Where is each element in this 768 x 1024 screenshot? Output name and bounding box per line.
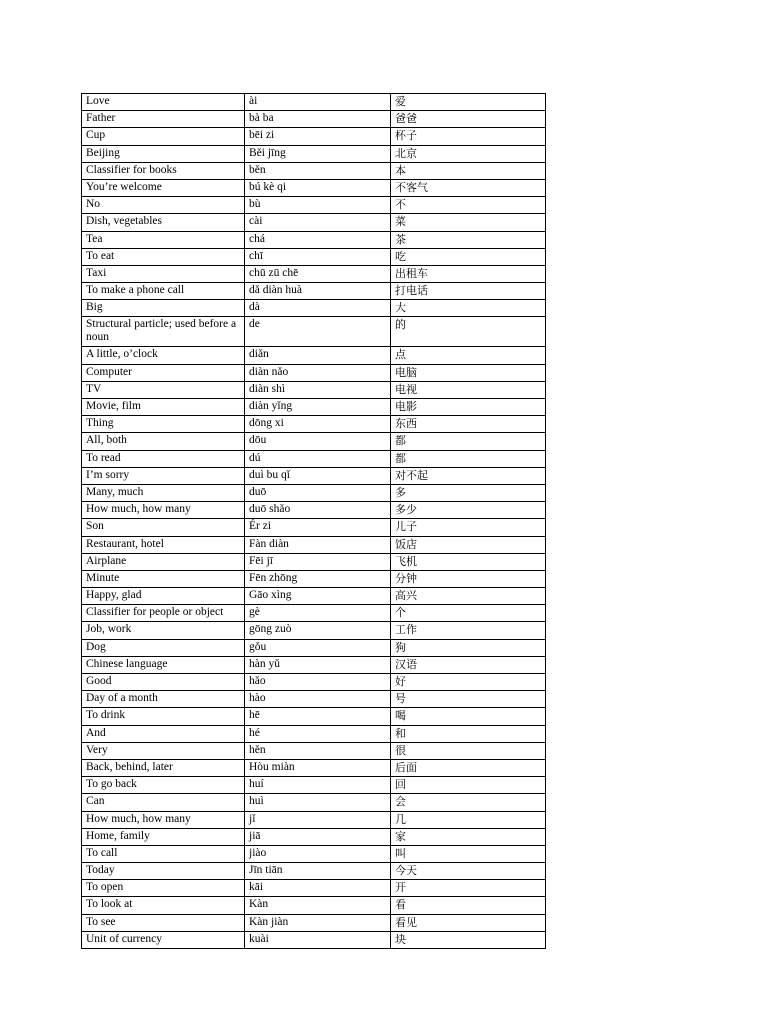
table-row [82,231,546,248]
english-cell: Movie, film [82,399,245,416]
english-cell: Unit of currency [82,931,245,948]
table-row [82,364,546,381]
table-row [82,845,546,862]
table-row [82,570,546,587]
pinyin-cell: diàn yǐng [245,399,391,416]
hanzi-cell: 和 [391,725,546,742]
table-row [82,691,546,708]
table-row [82,777,546,794]
pinyin-cell: bù [245,197,391,214]
pinyin-cell: jiā [245,828,391,845]
english-cell: Day of a month [82,691,245,708]
english-cell: To open [82,880,245,897]
hanzi-cell: 很 [391,742,546,759]
pinyin-cell: dōng xi [245,416,391,433]
english-cell: All, both [82,433,245,450]
english-cell: Father [82,111,245,128]
table-row [82,639,546,656]
english-cell: To eat [82,248,245,265]
pinyin-cell: Běi jīng [245,145,391,162]
hanzi-cell: 看 [391,897,546,914]
pinyin-cell: Jīn tiān [245,863,391,880]
english-cell: A little, o’clock [82,347,245,364]
hanzi-cell: 开 [391,880,546,897]
hanzi-cell: 飞机 [391,553,546,570]
english-cell: Son [82,519,245,536]
table-row [82,536,546,553]
pinyin-cell: hé [245,725,391,742]
table-row [82,759,546,776]
english-cell: Job, work [82,622,245,639]
table-row [82,317,546,347]
hanzi-cell: 北京 [391,145,546,162]
table-row [82,897,546,914]
hanzi-cell: 分钟 [391,570,546,587]
pinyin-cell: Fàn diàn [245,536,391,553]
english-cell: Tea [82,231,245,248]
pinyin-cell: bēi zi [245,128,391,145]
table-row [82,197,546,214]
english-cell: How much, how many [82,502,245,519]
hanzi-cell: 今天 [391,863,546,880]
hanzi-cell: 大 [391,300,546,317]
hanzi-cell: 叫 [391,845,546,862]
english-cell: Happy, glad [82,588,245,605]
pinyin-cell: gǒu [245,639,391,656]
hanzi-cell: 出租车 [391,265,546,282]
table-row [82,214,546,231]
pinyin-cell: dà [245,300,391,317]
english-cell: To call [82,845,245,862]
table-row [82,347,546,364]
table-row [82,674,546,691]
pinyin-cell: dōu [245,433,391,450]
pinyin-cell: chī [245,248,391,265]
hanzi-cell: 高兴 [391,588,546,605]
hanzi-cell: 不客气 [391,179,546,196]
pinyin-cell: bà ba [245,111,391,128]
table-row [82,622,546,639]
table-row [82,433,546,450]
english-cell: To look at [82,897,245,914]
table-row [82,502,546,519]
hanzi-cell: 多 [391,484,546,501]
hanzi-cell: 对不起 [391,467,546,484]
table-row [82,880,546,897]
pinyin-cell: Hòu miàn [245,759,391,776]
hanzi-cell: 茶 [391,231,546,248]
hanzi-cell: 电脑 [391,364,546,381]
english-cell: Dish, vegetables [82,214,245,231]
hanzi-cell: 本 [391,162,546,179]
pinyin-cell: hǎo [245,674,391,691]
english-cell: Restaurant, hotel [82,536,245,553]
table-row [82,450,546,467]
english-cell: Airplane [82,553,245,570]
hanzi-cell: 爱 [391,94,546,111]
hanzi-cell: 吃 [391,248,546,265]
pinyin-cell: hàn yǔ [245,656,391,673]
pinyin-cell: duì bu qǐ [245,467,391,484]
pinyin-cell: huí [245,777,391,794]
table-row [82,794,546,811]
pinyin-cell: dǎ diàn huà [245,283,391,300]
hanzi-cell: 爸爸 [391,111,546,128]
pinyin-cell: chū zū chē [245,265,391,282]
table-row [82,742,546,759]
hanzi-cell: 好 [391,674,546,691]
pinyin-cell: hěn [245,742,391,759]
pinyin-cell: hào [245,691,391,708]
table-row [82,111,546,128]
table-row [82,725,546,742]
english-cell: Dog [82,639,245,656]
table-row [82,656,546,673]
hanzi-cell: 东西 [391,416,546,433]
table-row [82,863,546,880]
pinyin-cell: Fēi jī [245,553,391,570]
hanzi-cell: 喝 [391,708,546,725]
english-cell: No [82,197,245,214]
english-cell: Big [82,300,245,317]
english-cell: You’re welcome [82,179,245,196]
english-cell: To go back [82,777,245,794]
pinyin-cell: Fēn zhōng [245,570,391,587]
table-row [82,248,546,265]
table-row [82,399,546,416]
hanzi-cell: 狗 [391,639,546,656]
hanzi-cell: 电影 [391,399,546,416]
hanzi-cell: 个 [391,605,546,622]
hanzi-cell: 号 [391,691,546,708]
hanzi-cell: 饭店 [391,536,546,553]
hanzi-cell: 家 [391,828,546,845]
english-cell: How much, how many [82,811,245,828]
english-cell: Structural particle; used before a noun [82,317,245,347]
hanzi-cell: 点 [391,347,546,364]
pinyin-cell: Gāo xìng [245,588,391,605]
table-row [82,811,546,828]
pinyin-cell: bú kè qi [245,179,391,196]
pinyin-cell: chá [245,231,391,248]
table-row [82,265,546,282]
pinyin-cell: jǐ [245,811,391,828]
hanzi-cell: 工作 [391,622,546,639]
table-row [82,605,546,622]
pinyin-cell: kuài [245,931,391,948]
table-row [82,94,546,111]
pinyin-cell: cài [245,214,391,231]
english-cell: Chinese language [82,656,245,673]
english-cell: Classifier for people or object [82,605,245,622]
english-cell: To see [82,914,245,931]
table-row [82,828,546,845]
hanzi-cell: 儿子 [391,519,546,536]
pinyin-cell: ài [245,94,391,111]
hanzi-cell: 汉语 [391,656,546,673]
english-cell: Classifier for books [82,162,245,179]
english-cell: Back, behind, later [82,759,245,776]
pinyin-cell: jiào [245,845,391,862]
table-row [82,300,546,317]
pinyin-cell: Kàn jiàn [245,914,391,931]
hanzi-cell: 多少 [391,502,546,519]
english-cell: Today [82,863,245,880]
english-cell: Home, family [82,828,245,845]
table-row [82,283,546,300]
pinyin-cell: duō [245,484,391,501]
pinyin-cell: diàn nǎo [245,364,391,381]
table-row [82,553,546,570]
vocabulary-table [81,93,546,949]
vocabulary-table-body [82,94,546,949]
english-cell: To drink [82,708,245,725]
pinyin-cell: běn [245,162,391,179]
table-row [82,128,546,145]
english-cell: Very [82,742,245,759]
table-row [82,145,546,162]
table-row [82,708,546,725]
english-cell: Computer [82,364,245,381]
hanzi-cell: 打电话 [391,283,546,300]
hanzi-cell: 看见 [391,914,546,931]
english-cell: Beijing [82,145,245,162]
hanzi-cell: 回 [391,777,546,794]
table-row [82,162,546,179]
pinyin-cell: Kàn [245,897,391,914]
table-row [82,484,546,501]
english-cell: Thing [82,416,245,433]
table-row [82,588,546,605]
english-cell: And [82,725,245,742]
english-cell: Taxi [82,265,245,282]
table-row [82,519,546,536]
english-cell: Cup [82,128,245,145]
hanzi-cell: 都 [391,433,546,450]
hanzi-cell: 块 [391,931,546,948]
english-cell: I’m sorry [82,467,245,484]
pinyin-cell: duō shǎo [245,502,391,519]
hanzi-cell: 菜 [391,214,546,231]
hanzi-cell: 会 [391,794,546,811]
english-cell: Good [82,674,245,691]
hanzi-cell: 电视 [391,381,546,398]
pinyin-cell: huì [245,794,391,811]
table-row [82,931,546,948]
hanzi-cell: 都 [391,450,546,467]
hanzi-cell: 几 [391,811,546,828]
table-row [82,381,546,398]
english-cell: Many, much [82,484,245,501]
table-row [82,914,546,931]
english-cell: Love [82,94,245,111]
table-row [82,179,546,196]
hanzi-cell: 不 [391,197,546,214]
table-row [82,416,546,433]
english-cell: To make a phone call [82,283,245,300]
hanzi-cell: 的 [391,317,546,347]
pinyin-cell: kāi [245,880,391,897]
pinyin-cell: diàn shì [245,381,391,398]
hanzi-cell: 后面 [391,759,546,776]
hanzi-cell: 杯子 [391,128,546,145]
english-cell: TV [82,381,245,398]
pinyin-cell: de [245,317,391,347]
english-cell: To read [82,450,245,467]
pinyin-cell: hē [245,708,391,725]
table-row [82,467,546,484]
english-cell: Minute [82,570,245,587]
pinyin-cell: gōng zuò [245,622,391,639]
pinyin-cell: Ér zi [245,519,391,536]
pinyin-cell: diǎn [245,347,391,364]
pinyin-cell: gè [245,605,391,622]
english-cell: Can [82,794,245,811]
pinyin-cell: dú [245,450,391,467]
